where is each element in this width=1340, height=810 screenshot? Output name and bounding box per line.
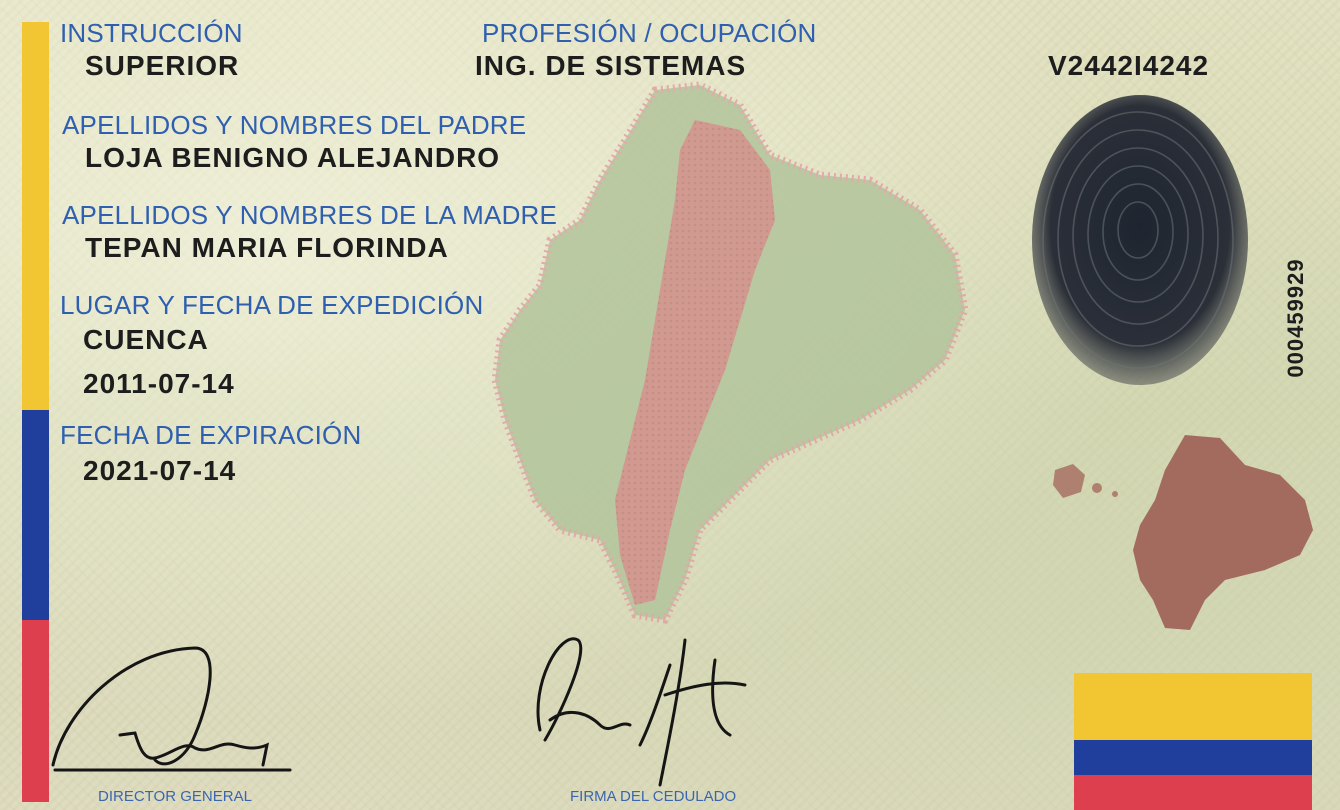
firma-label: FIRMA DEL CEDULADO — [570, 788, 737, 805]
director-label: DIRECTOR GENERAL — [98, 788, 252, 805]
flag-yellow — [1074, 673, 1312, 740]
serial-number: 000459929 — [1283, 258, 1308, 378]
flag-stripe-yellow — [22, 22, 49, 410]
cedulado-signature-icon — [520, 625, 780, 790]
expedicion-place: CUENCA — [83, 324, 209, 355]
fingerprint-icon — [1020, 90, 1260, 400]
flag-blue — [1074, 740, 1312, 775]
padre-label: APELLIDOS Y NOMBRES DEL PADRE — [62, 110, 527, 140]
expiracion-label: FECHA DE EXPIRACIÓN — [60, 420, 362, 450]
flag-icon — [1074, 673, 1312, 810]
flag-stripe-blue — [22, 410, 49, 620]
ecuador-map-watermark — [440, 60, 980, 640]
flag-red — [1074, 775, 1312, 810]
profesion-label: PROFESIÓN / OCUPACIÓN — [482, 18, 817, 48]
instruccion-label: INSTRUCCIÓN — [60, 18, 243, 48]
expedicion-label: LUGAR Y FECHA DE EXPEDICIÓN — [60, 290, 484, 320]
madre-label: APELLIDOS Y NOMBRES DE LA MADRE — [62, 200, 558, 230]
padre-value: LOJA BENIGNO ALEJANDRO — [85, 142, 501, 173]
profesion-value: ING. DE SISTEMAS — [475, 50, 747, 81]
card-code: V2442I4242 — [1048, 50, 1210, 81]
expiracion-date: 2021-07-14 — [83, 455, 237, 486]
instruccion-value: SUPERIOR — [85, 50, 240, 81]
director-signature-icon — [45, 640, 295, 790]
madre-value: TEPAN MARIA FLORINDA — [85, 232, 449, 263]
ecuador-map-icon — [1045, 430, 1320, 635]
expedicion-date: 2011-07-14 — [83, 368, 235, 399]
